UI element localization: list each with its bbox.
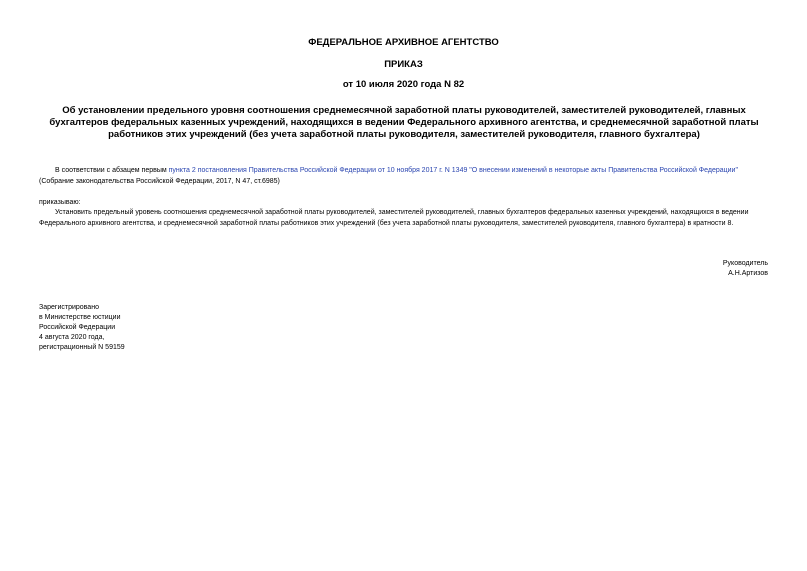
registration-line: 4 августа 2020 года,: [39, 334, 105, 341]
preamble-suffix: (Собрание законодательства Российской Федерации, 2017, N 47, ст.6985): [39, 177, 280, 185]
document-title: Об установлении предельного уровня соотношения среднемесячной заработной платы руководителей, заместителей руководителей, главных бухгалтеров федеральных казенных учреждений, находящихся в ведении Федерального архивного агентства, и среднемесячной заработной платы работников этих учреждений (без учета заработной платы руководителя, заместителей руководителя, главного бухгалтера): [49, 105, 759, 140]
document-date: от 10 июля 2020 года N 82: [342, 79, 465, 90]
registration-block: [39, 303, 125, 353]
registration-line: Российской Федерации: [39, 324, 116, 331]
registration-line: в Министерстве юстиции: [39, 314, 121, 321]
preamble-prefix: В соответствии с абзацем первым: [55, 167, 169, 174]
legal-reference-link[interactable]: пункта 2 постановления Правительства Российской Федерации от 10 ноября 2017 г. N 1349 "О внесении изменений в некоторые акты Правительства Российской Федерации": [168, 167, 738, 174]
signature-block: [723, 259, 768, 279]
agency-name: ФЕДЕРАЛЬНОЕ АРХИВНОЕ АГЕНТСТВО: [308, 37, 499, 48]
registration-line: регистрационный N 59159: [39, 344, 125, 351]
document-type: ПРИКАЗ: [384, 59, 423, 70]
signatory-name: А.Н.Артизов: [728, 270, 768, 277]
order-paragraph: Установить предельный уровень соотношения среднемесячной заработной платы руководителей, заместителей руководителей, главных бухгалтеров федеральных казенных учреждений, находящихся в ведении Федерального архивного агентства, и среднемесячной заработной платы работников этих учреждений (без учета заработной платы руководителя, заместителей руководителя, главного бухгалтера) в кратности 8.: [39, 209, 749, 227]
registration-line: Зарегистрировано: [39, 304, 99, 311]
signatory-position: Руководитель: [722, 260, 768, 267]
preamble-paragraph: [39, 166, 770, 187]
order-word: приказываю:: [39, 199, 81, 206]
